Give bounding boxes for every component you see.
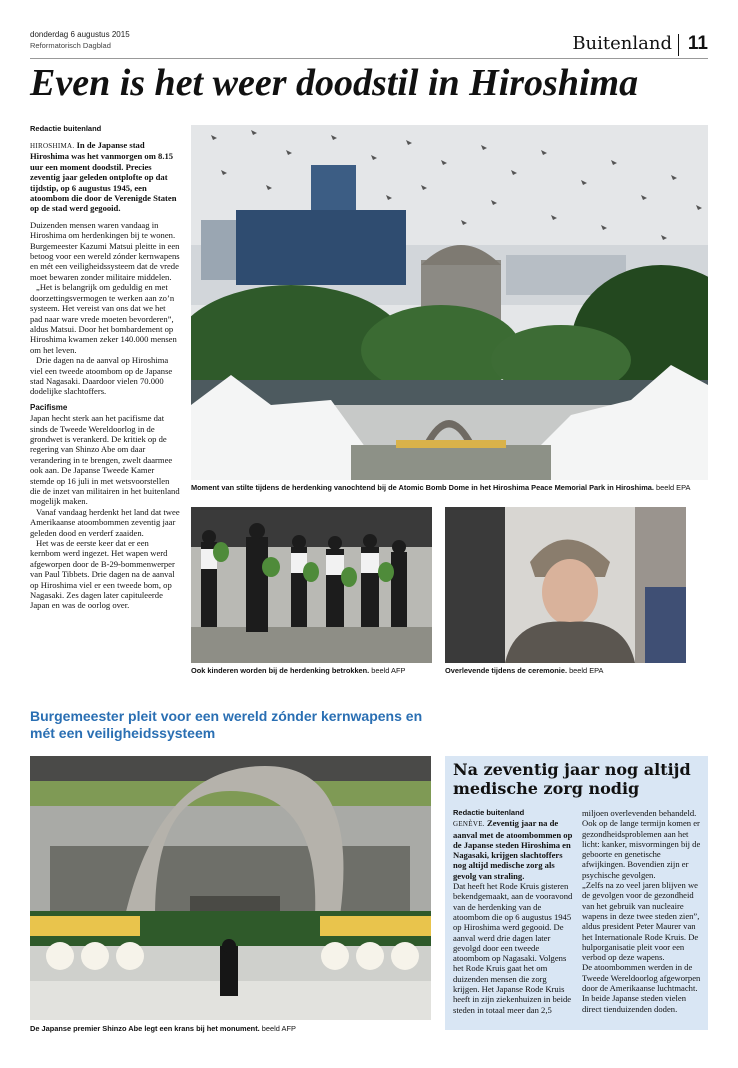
children-illustration: [191, 507, 432, 663]
survivor-photo-caption: Overlevende tijdens de ceremonie. beeld EPA: [445, 666, 604, 675]
sidebar-paragraph: miljoen overlevenden behandeld. Ook op de lange termijn komen er gezondheidsproblemen aan het licht: kanker, misvormingen bij de geboorte en genetische afwijkingen. Bovendien zijn er psychische gevolgen.: [582, 808, 701, 880]
monument-photo: [30, 756, 431, 1020]
header-rule: [30, 58, 708, 59]
article-paragraph: Het was de eerste keer dat er een kernbom werd ingezet. Het wapen werd afgeworpen door de B-29-bommenwerper van Paul Tibbets. Drie dagen na de aanval op Hiroshima viel er een tweede bom, op Nagasaki. Zes dagen later capituleerde Japan en was de oorlog over.: [30, 538, 175, 611]
article-paragraph: Japan hecht sterk aan het pacifisme dat sinds de Tweede Wereldoorlog in de grondwet is verankerd. De kritiek op de regering van Shinzo Abe om daar verandering in te brengen, zwelt daarmee ook aan. De Japanse Tweede Kamer stemde op 16 juli in met wetsvoorstellen die de inzet van militairen in het buitenland mogelijk maken.: [30, 413, 180, 507]
sidebar-intro: GENÈVE. Zeventig jaar na de aanval met de atoombommen op de Japanse steden Hiroshima en Nagasaki, krijgen slachtoffers nog altijd medische zorg als gevolg van straling.: [453, 818, 573, 881]
pull-heading: Burgemeester pleit voor een wereld zónder kernwapens en mét een veiligheidssysteem: [30, 708, 423, 741]
page-number: 11: [687, 33, 708, 54]
article-subheading: Pacifisme: [30, 402, 68, 412]
sidebar-article: [445, 756, 708, 1030]
peace-park-illustration: [191, 125, 708, 480]
article-headline: Even is het weer doodstil in Hiroshima: [30, 62, 639, 104]
photo-credit: beeld AFP: [261, 1024, 296, 1033]
photo-credit: beeld EPA: [569, 666, 604, 675]
sidebar-column-2: [582, 808, 702, 1014]
survivor-photo: [445, 507, 686, 663]
monument-illustration: [30, 756, 431, 1020]
children-photo-caption: Ook kinderen worden bij de herdenking betrokken. beeld AFP: [191, 666, 406, 675]
article-intro: HIROSHIMA. In de Japanse stad Hiroshima was het vanmorgen om 8.15 uur een moment doodstil. Precies zeventig jaar geleden ontplofte op dat tijdstip, op 6 augustus 1945, een atoombom die door de Verenigde Staten op de stad werd gegooid.: [30, 140, 177, 214]
sidebar-column-1: [453, 808, 575, 1015]
children-photo: [191, 507, 432, 663]
article-paragraph: Drie dagen na de aanval op Hiroshima viel een tweede atoombom op de Japanse stad Nagasaki. Daardoor vielen 70.000 dodelijke slachtoffers.: [30, 355, 173, 397]
survivor-illustration: [445, 507, 686, 663]
sidebar-paragraph: „Zelfs na zo veel jaren blijven we de gevolgen voor de gezondheid van het gebruik van nucleaire wapens in deze twee steden zien”, aldus president Peter Maurer van het Internationale Rode Kruis. De hulporganisatie pleit voor een verbod op deze wapens.: [582, 880, 700, 963]
monument-photo-caption: De Japanse premier Shinzo Abe legt een krans bij het monument. beeld AFP: [30, 1024, 296, 1033]
sidebar-title: Na zeventig jaar nog altijd medische zorg nodig: [453, 760, 691, 798]
main-photo-peace-park: [191, 125, 708, 480]
article-paragraph: Duizenden mensen waren vandaag in Hiroshima om herdenkingen bij te wonen. Burgemeester Kazumi Matsui pleitte in een betoog voor een wereld zónder kernwapens en mét een veiligheidssysteem dat de vrede moet bewaren zonder militaire middelen.: [30, 219, 180, 282]
main-photo-caption: Moment van stilte tijdens de herdenking vanochtend bij de Atomic Bomb Dome in het Hiroshima Peace Memorial Park in Hiroshima. beeld EPA: [191, 483, 691, 492]
sidebar-paragraph: Dat heeft het Rode Kruis gisteren bekendgemaakt, aan de vooravond van de herdenking van de atoombom die op 6 augustus 1945 op Hiroshima werd gegooid. De aanval werd drie dagen later gevolgd door een tweede atoombom op Nagasaki. Volgens het Rode Kruis gaat het om duizenden mensen die zorg krijgen. Het Japanse Rode Kruis heeft in zijn ziekenhuizen in beide steden in totaal meer dan 2,5: [453, 881, 573, 1015]
edition-date: donderdag 6 augustus 2015: [30, 30, 130, 39]
newspaper-name: Reformatorisch Dagblad: [30, 41, 111, 50]
sidebar-paragraph: De atoombommen werden in de Tweede Wereldoorlog afgeworpen door de Amerikaanse luchtmacht. In beide Japanse steden vielen direct tienduizenden doden.: [582, 962, 701, 1014]
header-divider: [678, 34, 679, 56]
photo-credit: beeld EPA: [656, 483, 691, 492]
article-paragraph: Vanaf vandaag herdenkt het land dat twee Amerikaanse atoombommen zeventig jaar geleden dood en verderf zaaiden.: [30, 506, 180, 538]
article-paragraph: „Het is belangrijk om geduldig en met doorzettingsvermogen te werken aan zo’n systeem. Het vereist van ons dat we het pad naar ware vrede moeten bevorderen”, aldus Matsui. Door het bombardement op Hiroshima kwamen zeker 140.000 mensen om het leven.: [30, 282, 177, 355]
sidebar-byline: Redactie buitenland: [453, 808, 525, 817]
article-byline: Redactie buitenland: [30, 124, 102, 133]
section-title: Buitenland: [572, 33, 672, 54]
article-dateline: HIROSHIMA.: [30, 142, 75, 150]
photo-credit: beeld AFP: [371, 666, 406, 675]
article-body: [30, 140, 180, 611]
